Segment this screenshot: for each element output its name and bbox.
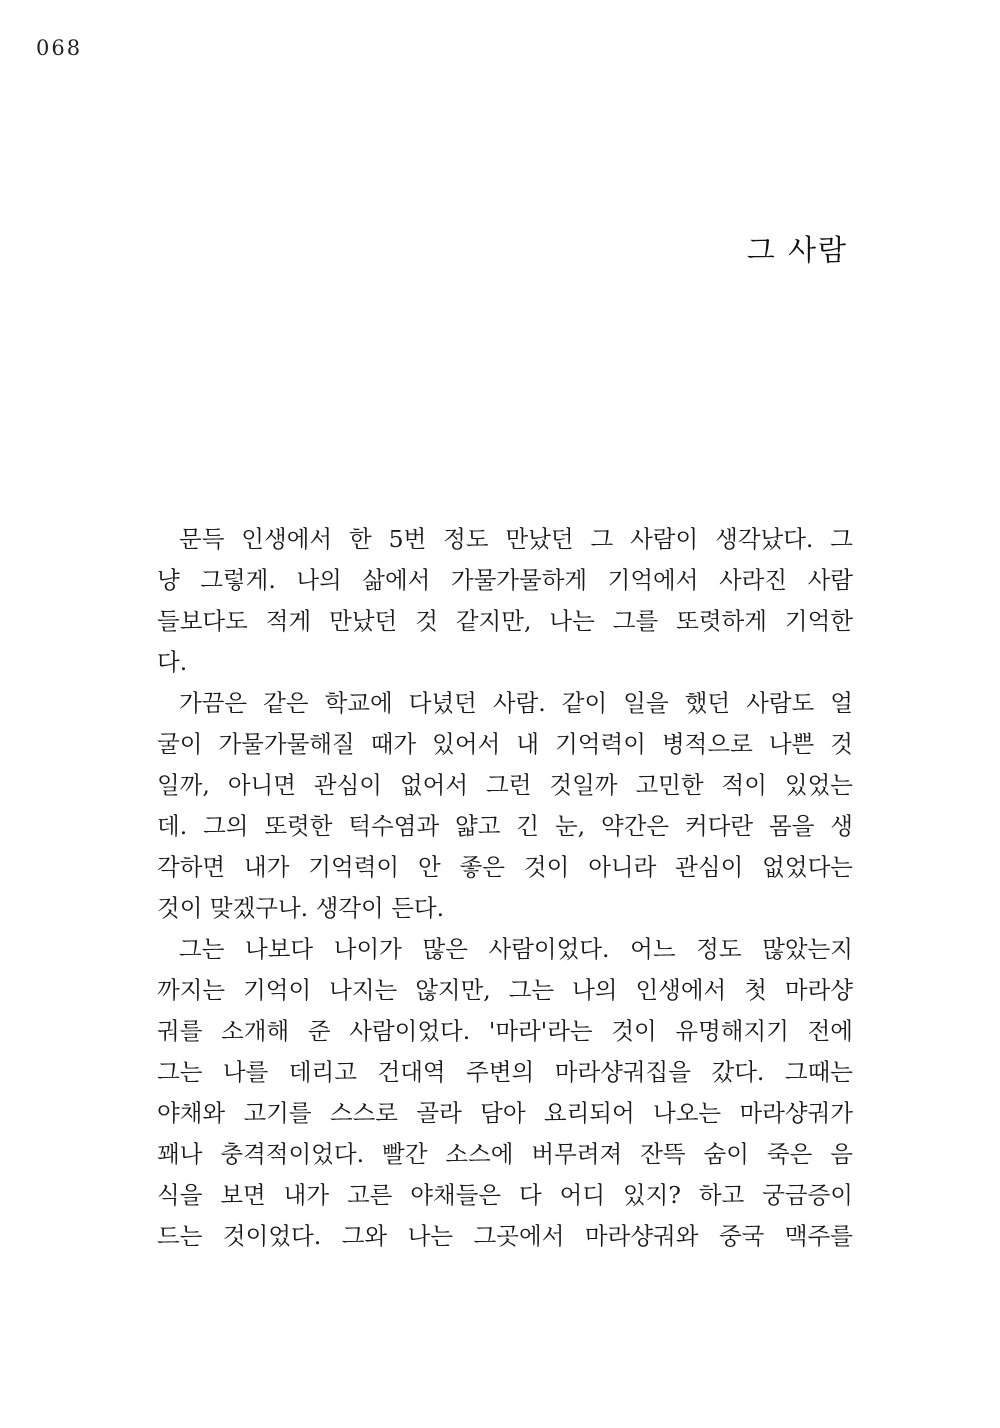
text-line: 식을 보면 내가 고른 야채들은 다 어디 있지? 하고 궁금증이 [157, 1181, 853, 1209]
text-line: 들보다도 적게 만났던 것 같지만, 나는 그를 또렷하게 기억한 [157, 607, 853, 635]
text-line: 일까, 아니면 관심이 없어서 그런 것일까 고민한 적이 있었는 [157, 771, 853, 799]
text-line: 각하면 내가 기억력이 안 좋은 것이 아니라 관심이 없었다는 [157, 853, 853, 881]
text-line: 그는 나보다 나이가 많은 사람이었다. 어느 정도 많았는지 [179, 935, 853, 963]
text-line: 굴이 가물가물해질 때가 있어서 내 기억력이 병적으로 나쁜 것 [157, 730, 853, 758]
text-line: 데. 그의 또렷한 턱수염과 얇고 긴 눈, 약간은 커다란 몸을 생 [157, 812, 853, 840]
chapter-title: 그 사람 [746, 233, 848, 267]
body-text [157, 519, 853, 1257]
text-line: 그는 나를 데리고 건대역 주변의 마라샹궈집을 갔다. 그때는 [157, 1058, 853, 1086]
text-line: 까지는 기억이 나지는 않지만, 그는 나의 인생에서 첫 마라샹 [157, 976, 853, 1004]
text-line: 궈를 소개해 준 사람이었다. '마라'라는 것이 유명해지기 전에 [157, 1017, 853, 1045]
text-line: 가끔은 같은 학교에 다녔던 사람. 같이 일을 했던 사람도 얼 [179, 689, 853, 717]
page-number: 068 [36, 36, 83, 60]
text-line: 꽤나 충격적이었다. 빨간 소스에 버무려져 잔뜩 숨이 죽은 음 [157, 1140, 853, 1168]
text-line: 냥 그렇게. 나의 삶에서 가물가물하게 기억에서 사라진 사람 [157, 566, 853, 594]
text-line: 드는 것이었다. 그와 나는 그곳에서 마라샹궈와 중국 맥주를 [157, 1222, 853, 1250]
text-line: 다. [157, 648, 188, 676]
text-line: 문득 인생에서 한 5번 정도 만났던 그 사람이 생각났다. 그 [179, 525, 853, 553]
text-line: 야채와 고기를 스스로 골라 담아 요리되어 나오는 마라샹궈가 [157, 1099, 853, 1127]
text-line: 것이 맞겠구나. 생각이 든다. [157, 894, 445, 922]
